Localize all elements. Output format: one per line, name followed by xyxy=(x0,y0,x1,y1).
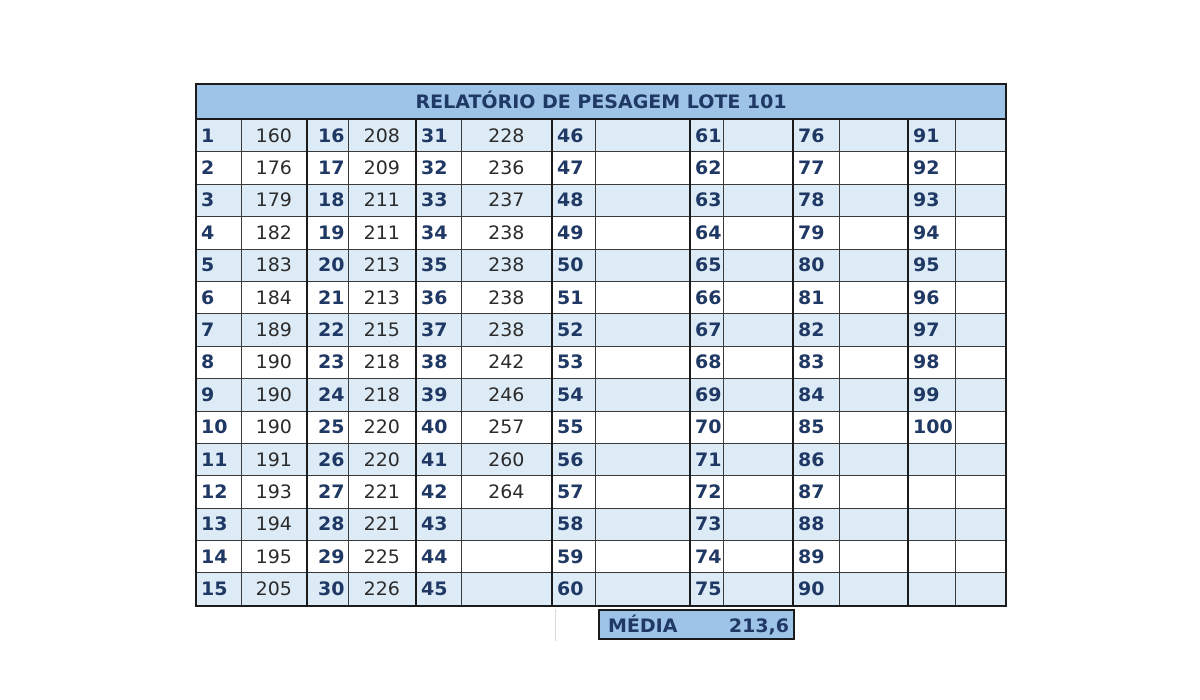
animal-number-cell: 21 xyxy=(307,281,348,313)
animal-number-cell: 4 xyxy=(196,217,241,249)
table-row xyxy=(196,346,1006,378)
weight-value-cell: 213 xyxy=(348,281,416,313)
weight-value-cell xyxy=(955,217,1006,249)
table-row xyxy=(196,314,1006,346)
animal-number-cell: 64 xyxy=(690,217,723,249)
animal-number-cell: 40 xyxy=(416,411,461,443)
animal-number-cell: 42 xyxy=(416,476,461,508)
average-label: MÉDIA xyxy=(608,615,678,637)
weight-value-cell xyxy=(839,314,908,346)
table-row xyxy=(196,281,1006,313)
weight-value-cell xyxy=(839,411,908,443)
weight-value-cell: 215 xyxy=(348,314,416,346)
animal-number-cell: 56 xyxy=(552,443,595,475)
weight-value-cell xyxy=(461,508,552,540)
weight-value-cell xyxy=(723,379,793,411)
animal-number-cell: 18 xyxy=(307,184,348,216)
animal-number-cell: 97 xyxy=(908,314,955,346)
animal-number-cell: 30 xyxy=(307,573,348,606)
weight-value-cell: 228 xyxy=(461,119,552,152)
animal-number-cell: 52 xyxy=(552,314,595,346)
average-box xyxy=(598,609,795,640)
animal-number-cell: 38 xyxy=(416,346,461,378)
weight-value-cell xyxy=(839,573,908,606)
animal-number-cell: 8 xyxy=(196,346,241,378)
animal-number-cell: 58 xyxy=(552,508,595,540)
animal-number-cell: 95 xyxy=(908,249,955,281)
animal-number-cell: 39 xyxy=(416,379,461,411)
weight-value-cell: 211 xyxy=(348,217,416,249)
report-title: RELATÓRIO DE PESAGEM LOTE 101 xyxy=(196,84,1006,119)
animal-number-cell: 7 xyxy=(196,314,241,346)
animal-number-cell: 6 xyxy=(196,281,241,313)
animal-number-cell: 16 xyxy=(307,119,348,152)
weight-value-cell xyxy=(955,541,1006,573)
weight-value-cell: 211 xyxy=(348,184,416,216)
animal-number-cell: 74 xyxy=(690,541,723,573)
weight-value-cell: 238 xyxy=(461,281,552,313)
animal-number-cell: 67 xyxy=(690,314,723,346)
weight-value-cell: 213 xyxy=(348,249,416,281)
animal-number-cell: 20 xyxy=(307,249,348,281)
table-row xyxy=(196,217,1006,249)
weight-value-cell xyxy=(955,573,1006,606)
animal-number-cell: 37 xyxy=(416,314,461,346)
animal-number-cell: 99 xyxy=(908,379,955,411)
weight-value-cell: 195 xyxy=(241,541,307,573)
animal-number-cell: 25 xyxy=(307,411,348,443)
weight-value-cell: 218 xyxy=(348,379,416,411)
animal-number-cell: 55 xyxy=(552,411,595,443)
animal-number-cell: 59 xyxy=(552,541,595,573)
weight-value-cell: 160 xyxy=(241,119,307,152)
animal-number-cell: 100 xyxy=(908,411,955,443)
weight-value-cell xyxy=(595,184,690,216)
weighing-report-sheet xyxy=(195,83,1005,607)
animal-number-cell: 94 xyxy=(908,217,955,249)
animal-number-cell: 62 xyxy=(690,152,723,184)
weight-value-cell xyxy=(461,573,552,606)
table-row xyxy=(196,184,1006,216)
weight-value-cell: 226 xyxy=(348,573,416,606)
animal-number-cell: 23 xyxy=(307,346,348,378)
animal-number-cell: 47 xyxy=(552,152,595,184)
table-row xyxy=(196,152,1006,184)
animal-number-cell: 26 xyxy=(307,443,348,475)
weight-value-cell xyxy=(839,249,908,281)
weight-value-cell xyxy=(595,573,690,606)
weight-value-cell xyxy=(839,152,908,184)
animal-number-cell: 66 xyxy=(690,281,723,313)
weight-value-cell: 176 xyxy=(241,152,307,184)
weight-value-cell xyxy=(955,119,1006,152)
animal-number-cell: 17 xyxy=(307,152,348,184)
weight-value-cell xyxy=(595,411,690,443)
weight-value-cell xyxy=(839,443,908,475)
animal-number-cell: 79 xyxy=(793,217,839,249)
weight-value-cell xyxy=(955,379,1006,411)
weight-value-cell xyxy=(595,217,690,249)
animal-number-cell: 45 xyxy=(416,573,461,606)
weight-value-cell xyxy=(839,184,908,216)
weight-value-cell: 246 xyxy=(461,379,552,411)
animal-number-cell: 1 xyxy=(196,119,241,152)
weight-value-cell xyxy=(955,281,1006,313)
animal-number-cell: 53 xyxy=(552,346,595,378)
animal-number-cell: 83 xyxy=(793,346,839,378)
weight-value-cell xyxy=(839,281,908,313)
weight-value-cell xyxy=(595,314,690,346)
animal-number-cell: 90 xyxy=(793,573,839,606)
weight-value-cell xyxy=(839,541,908,573)
weight-value-cell xyxy=(723,249,793,281)
animal-number-cell: 15 xyxy=(196,573,241,606)
weight-value-cell: 184 xyxy=(241,281,307,313)
weight-value-cell: 190 xyxy=(241,411,307,443)
animal-number-cell: 36 xyxy=(416,281,461,313)
animal-number-cell: 29 xyxy=(307,541,348,573)
table-row xyxy=(196,508,1006,540)
cell-gridline xyxy=(555,609,556,641)
weight-value-cell: 190 xyxy=(241,346,307,378)
weight-value-cell: 221 xyxy=(348,508,416,540)
weight-value-cell xyxy=(595,119,690,152)
weight-value-cell xyxy=(955,508,1006,540)
animal-number-cell: 5 xyxy=(196,249,241,281)
weight-value-cell xyxy=(595,476,690,508)
animal-number-cell xyxy=(908,443,955,475)
animal-number-cell: 61 xyxy=(690,119,723,152)
animal-number-cell: 71 xyxy=(690,443,723,475)
animal-number-cell: 57 xyxy=(552,476,595,508)
animal-number-cell: 80 xyxy=(793,249,839,281)
animal-number-cell: 31 xyxy=(416,119,461,152)
weight-value-cell: 220 xyxy=(348,411,416,443)
weight-value-cell xyxy=(595,281,690,313)
animal-number-cell: 49 xyxy=(552,217,595,249)
weight-value-cell: 220 xyxy=(348,443,416,475)
weight-value-cell xyxy=(595,508,690,540)
weight-value-cell: 238 xyxy=(461,314,552,346)
animal-number-cell: 11 xyxy=(196,443,241,475)
weight-value-cell xyxy=(461,541,552,573)
weight-value-cell xyxy=(955,314,1006,346)
weight-value-cell xyxy=(839,346,908,378)
weight-value-cell: 191 xyxy=(241,443,307,475)
weight-value-cell xyxy=(955,152,1006,184)
animal-number-cell: 98 xyxy=(908,346,955,378)
weight-value-cell: 225 xyxy=(348,541,416,573)
animal-number-cell: 78 xyxy=(793,184,839,216)
animal-number-cell: 91 xyxy=(908,119,955,152)
table-row xyxy=(196,411,1006,443)
animal-number-cell: 81 xyxy=(793,281,839,313)
animal-number-cell: 12 xyxy=(196,476,241,508)
animal-number-cell: 77 xyxy=(793,152,839,184)
animal-number-cell: 69 xyxy=(690,379,723,411)
animal-number-cell: 63 xyxy=(690,184,723,216)
weight-value-cell: 260 xyxy=(461,443,552,475)
weight-value-cell xyxy=(723,281,793,313)
weight-value-cell xyxy=(723,508,793,540)
table-row xyxy=(196,573,1006,606)
weight-value-cell: 218 xyxy=(348,346,416,378)
weight-value-cell: 189 xyxy=(241,314,307,346)
weight-value-cell: 183 xyxy=(241,249,307,281)
animal-number-cell: 70 xyxy=(690,411,723,443)
weight-value-cell xyxy=(839,508,908,540)
weight-value-cell xyxy=(723,346,793,378)
table-row xyxy=(196,119,1006,152)
animal-number-cell: 35 xyxy=(416,249,461,281)
weight-value-cell xyxy=(955,476,1006,508)
weight-value-cell: 194 xyxy=(241,508,307,540)
animal-number-cell: 65 xyxy=(690,249,723,281)
weight-value-cell: 179 xyxy=(241,184,307,216)
weight-value-cell xyxy=(723,314,793,346)
animal-number-cell: 73 xyxy=(690,508,723,540)
table-row xyxy=(196,379,1006,411)
weight-value-cell xyxy=(723,443,793,475)
weight-value-cell xyxy=(595,379,690,411)
average-value: 213,6 xyxy=(728,615,789,637)
animal-number-cell: 43 xyxy=(416,508,461,540)
weight-value-cell xyxy=(595,443,690,475)
animal-number-cell: 3 xyxy=(196,184,241,216)
animal-number-cell: 76 xyxy=(793,119,839,152)
animal-number-cell: 82 xyxy=(793,314,839,346)
weight-value-cell: 257 xyxy=(461,411,552,443)
weight-value-cell xyxy=(723,184,793,216)
animal-number-cell: 51 xyxy=(552,281,595,313)
animal-number-cell: 19 xyxy=(307,217,348,249)
animal-number-cell: 46 xyxy=(552,119,595,152)
weighing-table xyxy=(195,83,1007,607)
animal-number-cell: 60 xyxy=(552,573,595,606)
weight-value-cell xyxy=(839,476,908,508)
weight-value-cell: 208 xyxy=(348,119,416,152)
animal-number-cell: 88 xyxy=(793,508,839,540)
table-row xyxy=(196,443,1006,475)
weight-value-cell xyxy=(723,152,793,184)
table-row xyxy=(196,541,1006,573)
weight-value-cell: 205 xyxy=(241,573,307,606)
weight-value-cell xyxy=(955,411,1006,443)
animal-number-cell: 34 xyxy=(416,217,461,249)
weight-value-cell xyxy=(839,217,908,249)
weight-value-cell xyxy=(723,573,793,606)
animal-number-cell: 96 xyxy=(908,281,955,313)
weight-value-cell: 242 xyxy=(461,346,552,378)
weight-value-cell xyxy=(955,249,1006,281)
animal-number-cell: 14 xyxy=(196,541,241,573)
weight-value-cell: 209 xyxy=(348,152,416,184)
weight-value-cell: 182 xyxy=(241,217,307,249)
animal-number-cell xyxy=(908,476,955,508)
weight-value-cell xyxy=(723,217,793,249)
table-row xyxy=(196,476,1006,508)
weight-value-cell xyxy=(839,119,908,152)
animal-number-cell: 68 xyxy=(690,346,723,378)
weight-value-cell xyxy=(595,346,690,378)
animal-number-cell xyxy=(908,541,955,573)
weight-value-cell: 238 xyxy=(461,217,552,249)
animal-number-cell: 32 xyxy=(416,152,461,184)
animal-number-cell: 44 xyxy=(416,541,461,573)
weight-value-cell: 193 xyxy=(241,476,307,508)
weight-value-cell xyxy=(723,119,793,152)
animal-number-cell: 54 xyxy=(552,379,595,411)
weight-value-cell: 237 xyxy=(461,184,552,216)
weight-value-cell xyxy=(595,152,690,184)
animal-number-cell: 48 xyxy=(552,184,595,216)
animal-number-cell: 85 xyxy=(793,411,839,443)
weight-value-cell xyxy=(595,541,690,573)
weight-value-cell xyxy=(955,443,1006,475)
animal-number-cell: 10 xyxy=(196,411,241,443)
animal-number-cell: 89 xyxy=(793,541,839,573)
animal-number-cell: 93 xyxy=(908,184,955,216)
animal-number-cell: 92 xyxy=(908,152,955,184)
table-row xyxy=(196,249,1006,281)
weight-value-cell: 236 xyxy=(461,152,552,184)
animal-number-cell xyxy=(908,508,955,540)
animal-number-cell: 72 xyxy=(690,476,723,508)
weight-value-cell xyxy=(595,249,690,281)
weight-value-cell xyxy=(955,346,1006,378)
animal-number-cell: 24 xyxy=(307,379,348,411)
animal-number-cell xyxy=(908,573,955,606)
animal-number-cell: 13 xyxy=(196,508,241,540)
animal-number-cell: 27 xyxy=(307,476,348,508)
weight-value-cell xyxy=(955,184,1006,216)
animal-number-cell: 33 xyxy=(416,184,461,216)
animal-number-cell: 84 xyxy=(793,379,839,411)
weight-value-cell xyxy=(723,411,793,443)
animal-number-cell: 41 xyxy=(416,443,461,475)
animal-number-cell: 2 xyxy=(196,152,241,184)
weight-value-cell: 238 xyxy=(461,249,552,281)
weight-value-cell xyxy=(839,379,908,411)
animal-number-cell: 75 xyxy=(690,573,723,606)
animal-number-cell: 86 xyxy=(793,443,839,475)
weight-value-cell: 221 xyxy=(348,476,416,508)
animal-number-cell: 9 xyxy=(196,379,241,411)
animal-number-cell: 87 xyxy=(793,476,839,508)
weight-value-cell xyxy=(723,476,793,508)
weight-value-cell xyxy=(723,541,793,573)
weight-value-cell: 190 xyxy=(241,379,307,411)
weight-value-cell: 264 xyxy=(461,476,552,508)
animal-number-cell: 28 xyxy=(307,508,348,540)
animal-number-cell: 22 xyxy=(307,314,348,346)
animal-number-cell: 50 xyxy=(552,249,595,281)
